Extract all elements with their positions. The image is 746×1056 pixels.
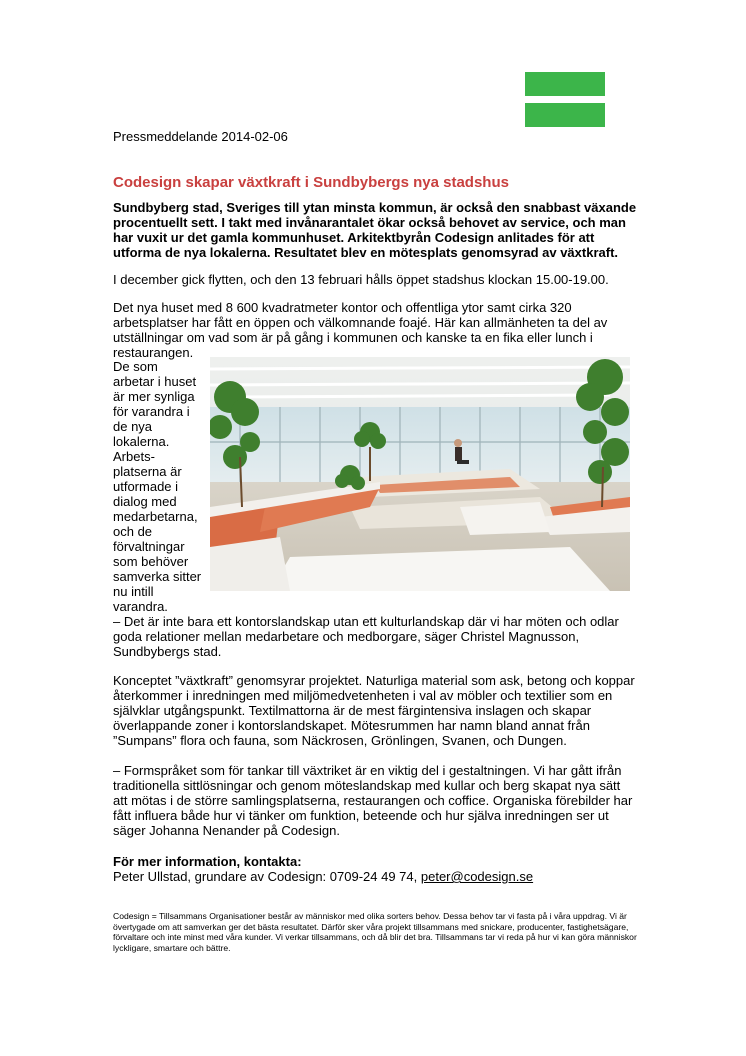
side-text-line: för varandra i (113, 404, 190, 419)
side-text-line: som behöver (113, 554, 189, 569)
quote-johanna-nenander: – Formspråket som för tankar till växtriket är en viktig del i gestaltningen. Vi har gått ifrån traditionella sittlösningar och genom möteslandskap med kullar och berg skapat nya sätt att mötas i de större samlingsplatserna, restaurangen och coffice. Organiska förebilder har fått influera både hur vi tänker om funktion, beteende och hur själva inredningen ser ut säger Johanna Nenander på Codesign. (113, 763, 633, 838)
dateline: Pressmeddelande 2014-02-06 (113, 129, 288, 144)
headline: Codesign skapar växtkraft i Sundbybergs nya stadshus (113, 174, 509, 191)
side-text-line: nu intill (113, 584, 154, 599)
side-text-line: platserna är (113, 464, 182, 479)
footer-text: Codesign = Tillsammans Organisationer består av människor med olika sorters behov. Dessa behov tar vi fasta på i våra uppdrag. Vi är övertygade om att samverkan ger det bästa resultatet. Därför sker våra projekt tillsammans med snickare, producenter, fastighetsägare, förvaltare och inte minst med våra kunder. Vi verkar tillsammans, och då blir det bra. Tillsammans tar vi reda på hur vi kan göra människor lyckligare, smartare och bättre. (113, 911, 637, 953)
lead-paragraph: Sundbyberg stad, Sveriges till ytan minsta kommun, är också den snabbast växande procentuellt sett. I takt med invånarantalet ökar också behovet av service, och man har vuxit ur det gamla kommunhuset. Arkitektbyrån Codesign anlitades för att utforma de nya lokalerna. Resultatet blev en mötesplats genomsyrad av växtkraft. (113, 200, 637, 260)
side-text-line: arbetar i huset (113, 374, 197, 389)
side-text-line: samverka sitter (113, 569, 202, 584)
side-text-line: varandra. (113, 599, 168, 614)
side-text (113, 359, 203, 614)
paragraph-opening-day: I december gick flytten, och den 13 februari hålls öppet stadshus klockan 15.00-19.00. (113, 272, 609, 287)
side-text-line: medarbetarna, (113, 509, 198, 524)
quote-christel-magnusson: – Det är inte bara ett kontorslandskap utan ett kulturlandskap där vi har möten och odlar goda relationer mellan medarbetare och medborgare, säger Christel Magnusson, Sundbybergs stad. (113, 614, 619, 659)
paragraph-foyer: Det nya huset med 8 600 kvadratmeter kontor och offentliga ytor samt cirka 320 arbetsplatser har fått en öppen och välkomnande foajé. Här kan allmänheten ta del av utställningar om vad som är på gång i kommunen och kanske ta en fika eller lunch i restaurangen. (113, 300, 608, 360)
contact-heading: För mer information, kontakta: (113, 854, 302, 869)
side-text-line: de nya (113, 419, 153, 434)
side-text-line: Arbets- (113, 449, 155, 464)
side-text-line: förvaltningar (113, 539, 185, 554)
side-text-line: utformade i (113, 479, 179, 494)
contact-line (113, 869, 638, 884)
side-text-line: dialog med (113, 494, 177, 509)
contact-email-link[interactable]: peter@codesign.se (420, 869, 534, 884)
side-text-line: De som (113, 359, 158, 374)
contact-text: Peter Ullstad, grundare av Codesign: 0709-24 49 74, (113, 869, 421, 884)
side-text-line: lokalerna. (113, 434, 170, 449)
logo-bar-bottom (525, 103, 605, 127)
office-interior-photo (210, 357, 630, 591)
side-text-line: är mer synliga (113, 389, 195, 404)
side-text-line: och de (113, 524, 153, 539)
logo-bar-top (525, 72, 605, 96)
paragraph-concept: Konceptet ”växtkraft” genomsyrar projektet. Naturliga material som ask, betong och koppar återkommer i inredningen med miljömedvetenheten i val av möbler och textilier som en självklar utgångspunkt. Textilmattorna är de mest färgintensiva inslagen och skapar överlappande zoner i kontorslandskapet. Mötesrummen har namn bland annat från ”Sumpans” flora och fauna, som Näckrosen, Grönlingen, Svanen, och Dungen. (113, 673, 635, 748)
